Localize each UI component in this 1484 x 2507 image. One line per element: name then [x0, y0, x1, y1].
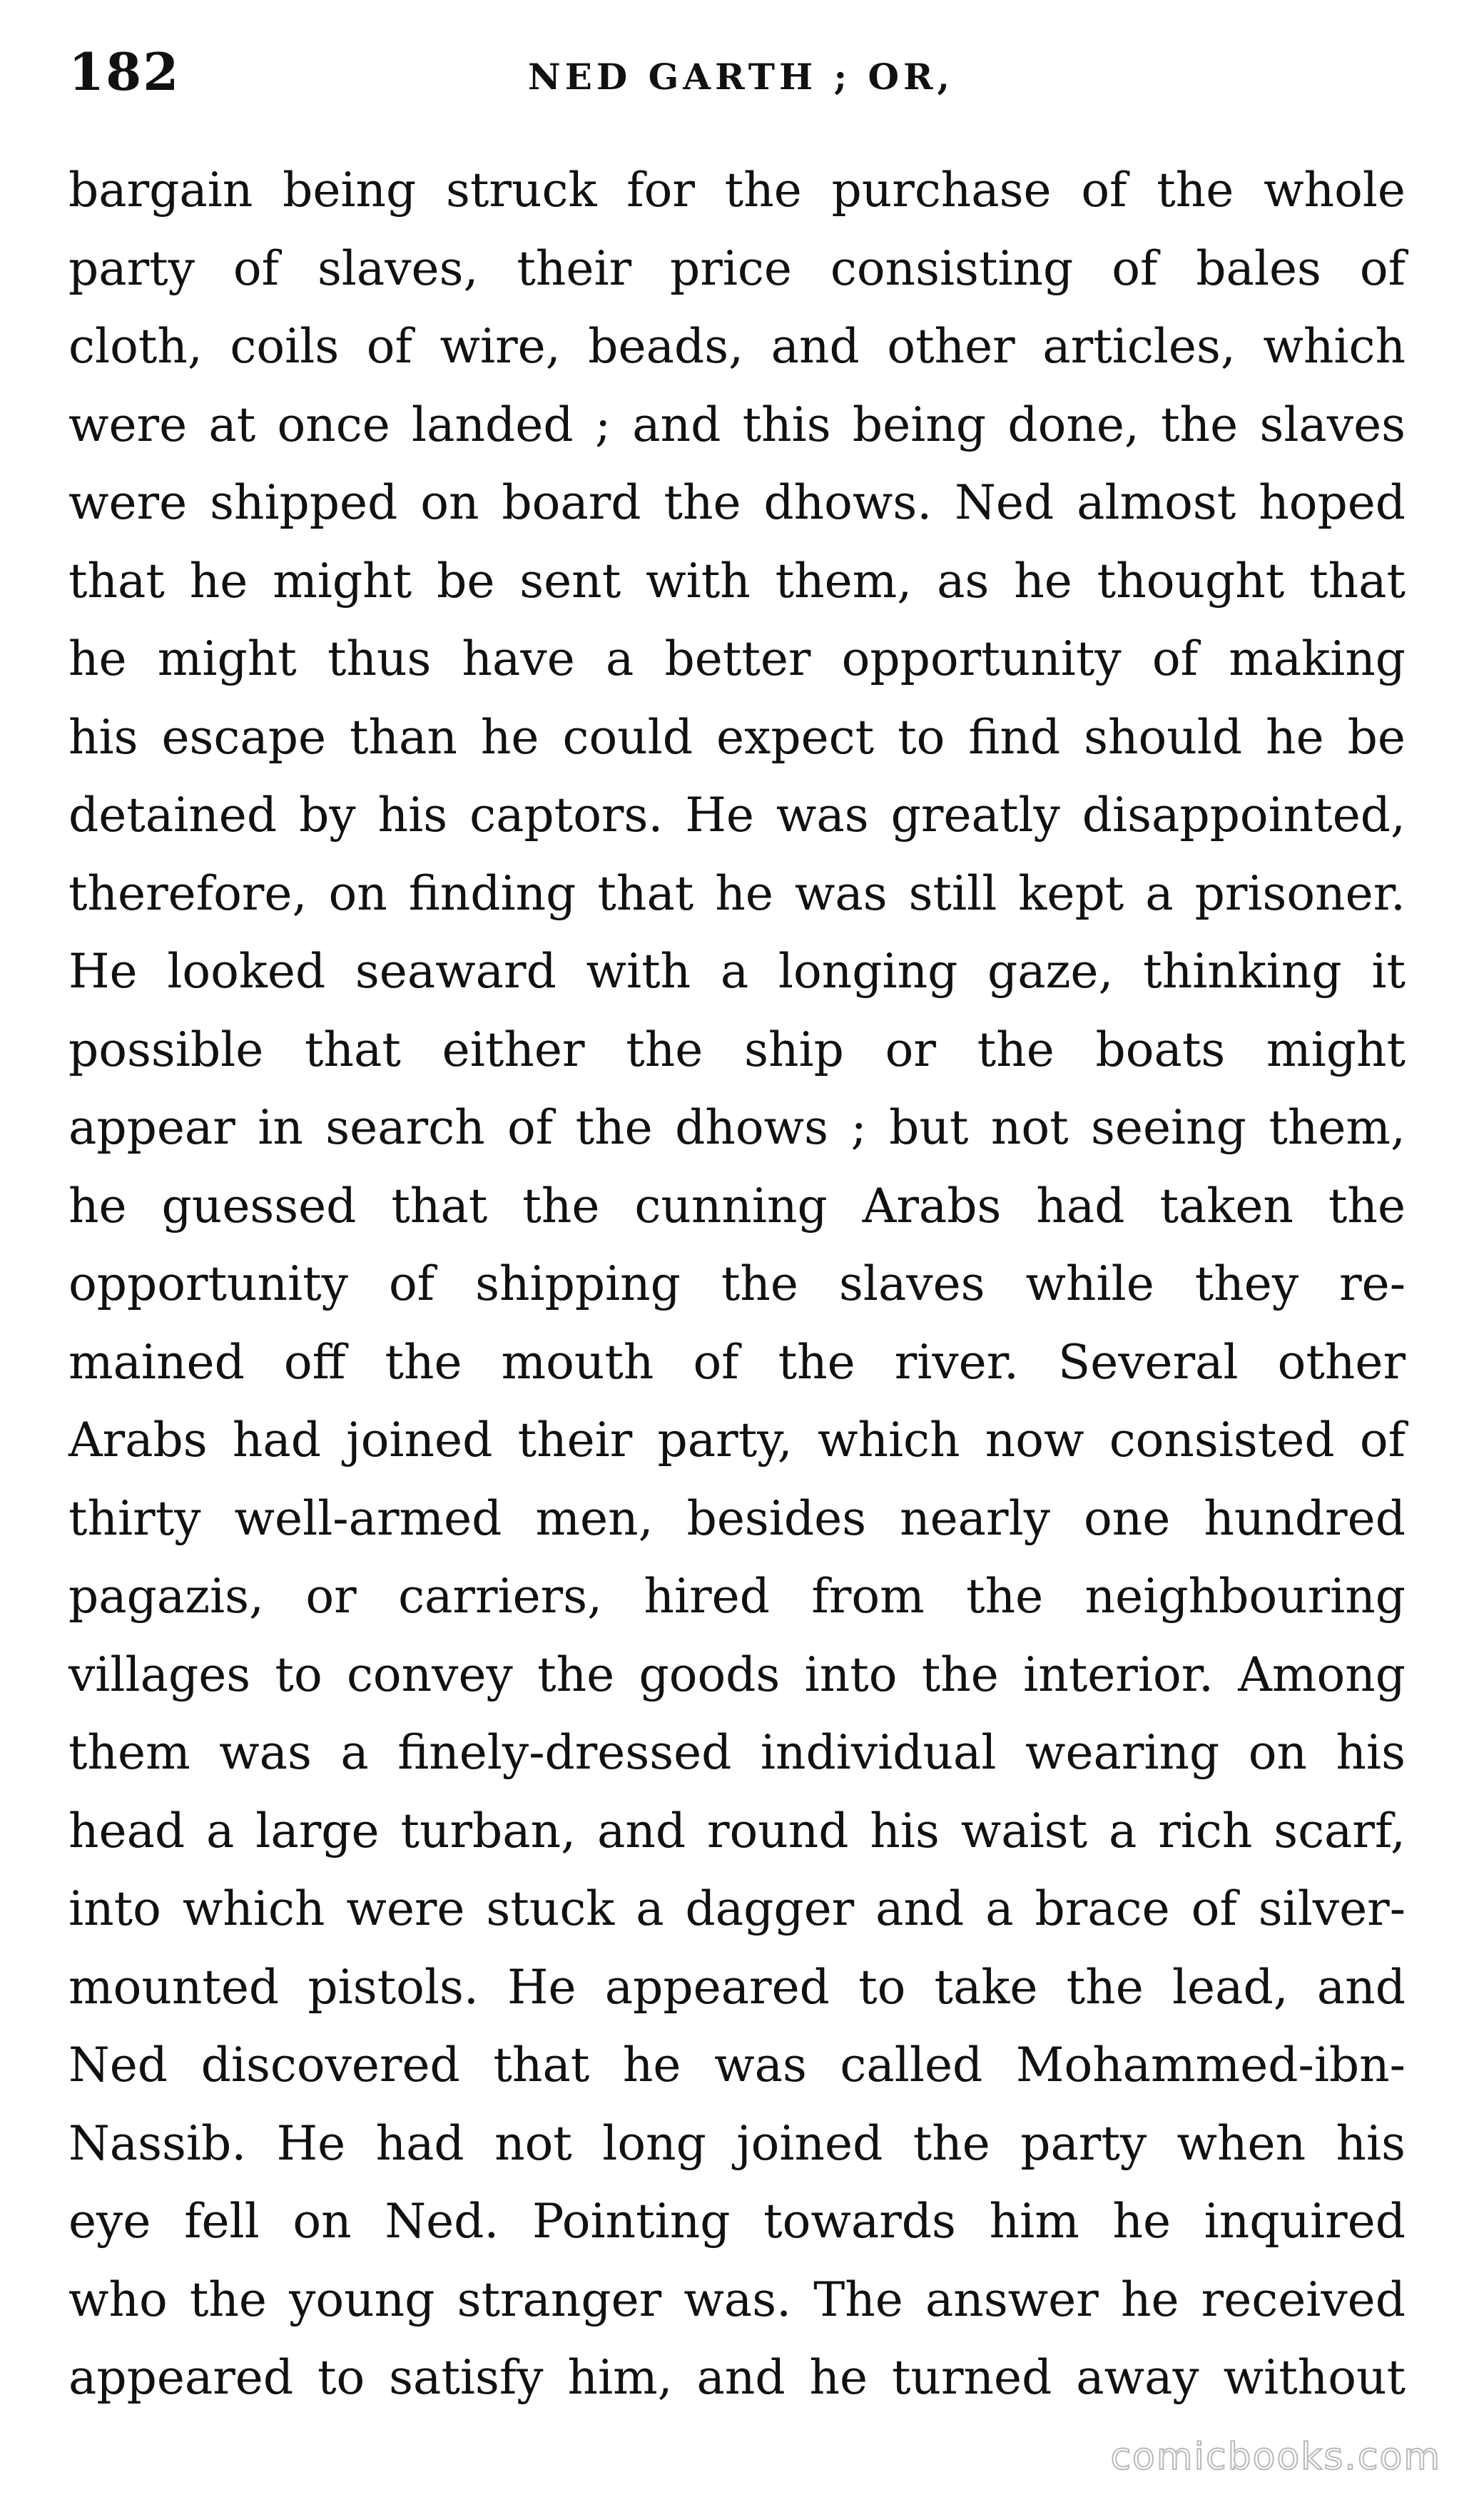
text-line: He looked seaward with a longing gaze, thinking it — [68, 944, 1406, 999]
text-line: detained by his captors. He was greatly disappointed, — [68, 788, 1406, 843]
body-text — [68, 151, 1406, 2417]
text-line: he guessed that the cunning Arabs had taken the — [68, 1178, 1406, 1234]
text-line: bargain being struck for the purchase of the whole — [68, 163, 1406, 218]
text-line: appear in search of the dhows ; but not seeing them, — [68, 1100, 1406, 1155]
text-line: thirty well-armed men, besides nearly one hundred — [68, 1490, 1406, 1546]
text-line: pagazis, or carriers, hired from the neighbouring — [68, 1569, 1406, 1624]
text-line: that he might be sent with them, as he thought that — [68, 553, 1406, 609]
text-line: cloth, coils of wire, beads, and other articles, which — [68, 319, 1406, 374]
text-line: opportunity of shipping the slaves while they re- — [68, 1256, 1406, 1311]
text-line: therefore, on finding that he was still kept a prisoner. — [68, 865, 1406, 921]
text-line: into which were stuck a dagger and a brace of silver- — [68, 1881, 1406, 1936]
text-line: eye fell on Ned. Pointing towards him he inquired — [68, 2194, 1406, 2249]
text-line: appeared to satisfy him, and he turned away without — [68, 2350, 1406, 2405]
text-line: them was a finely-dressed individual wearing on his — [68, 1725, 1406, 1780]
text-line: mained off the mouth of the river. Several other — [68, 1334, 1406, 1390]
text-line: Ned discovered that he was called Mohammed-ibn- — [68, 2038, 1406, 2092]
text-line: Nassib. He had not long joined the party when his — [68, 2115, 1406, 2171]
text-line: party of slaves, their price consisting of bales of — [68, 240, 1406, 296]
watermark: comicbooks.com — [1110, 2436, 1441, 2478]
text-line: his escape than he could expect to find should he be — [68, 709, 1406, 765]
running-title: NED GARTH ; OR, — [528, 56, 954, 98]
text-line: he might thus have a better opportunity of making — [68, 631, 1406, 686]
text-line: possible that either the ship or the boats might — [68, 1022, 1406, 1077]
text-line: were shipped on board the dhows. Ned almost hoped — [68, 475, 1406, 530]
running-head — [68, 41, 1416, 120]
text-line: Arabs had joined their party, which now consisted of — [68, 1413, 1406, 1468]
text-line: were at once landed ; and this being done, the slaves — [68, 397, 1406, 452]
text-line: who the young stranger was. The answer he received — [68, 2272, 1406, 2327]
text-line: mounted pistols. He appeared to take the lead, and — [68, 1959, 1406, 2015]
text-line: head a large turban, and round his waist a rich scarf, — [68, 1803, 1406, 1858]
page-number: 182 — [68, 41, 181, 102]
text-line: villages to convey the goods into the interior. Among — [68, 1647, 1406, 1702]
